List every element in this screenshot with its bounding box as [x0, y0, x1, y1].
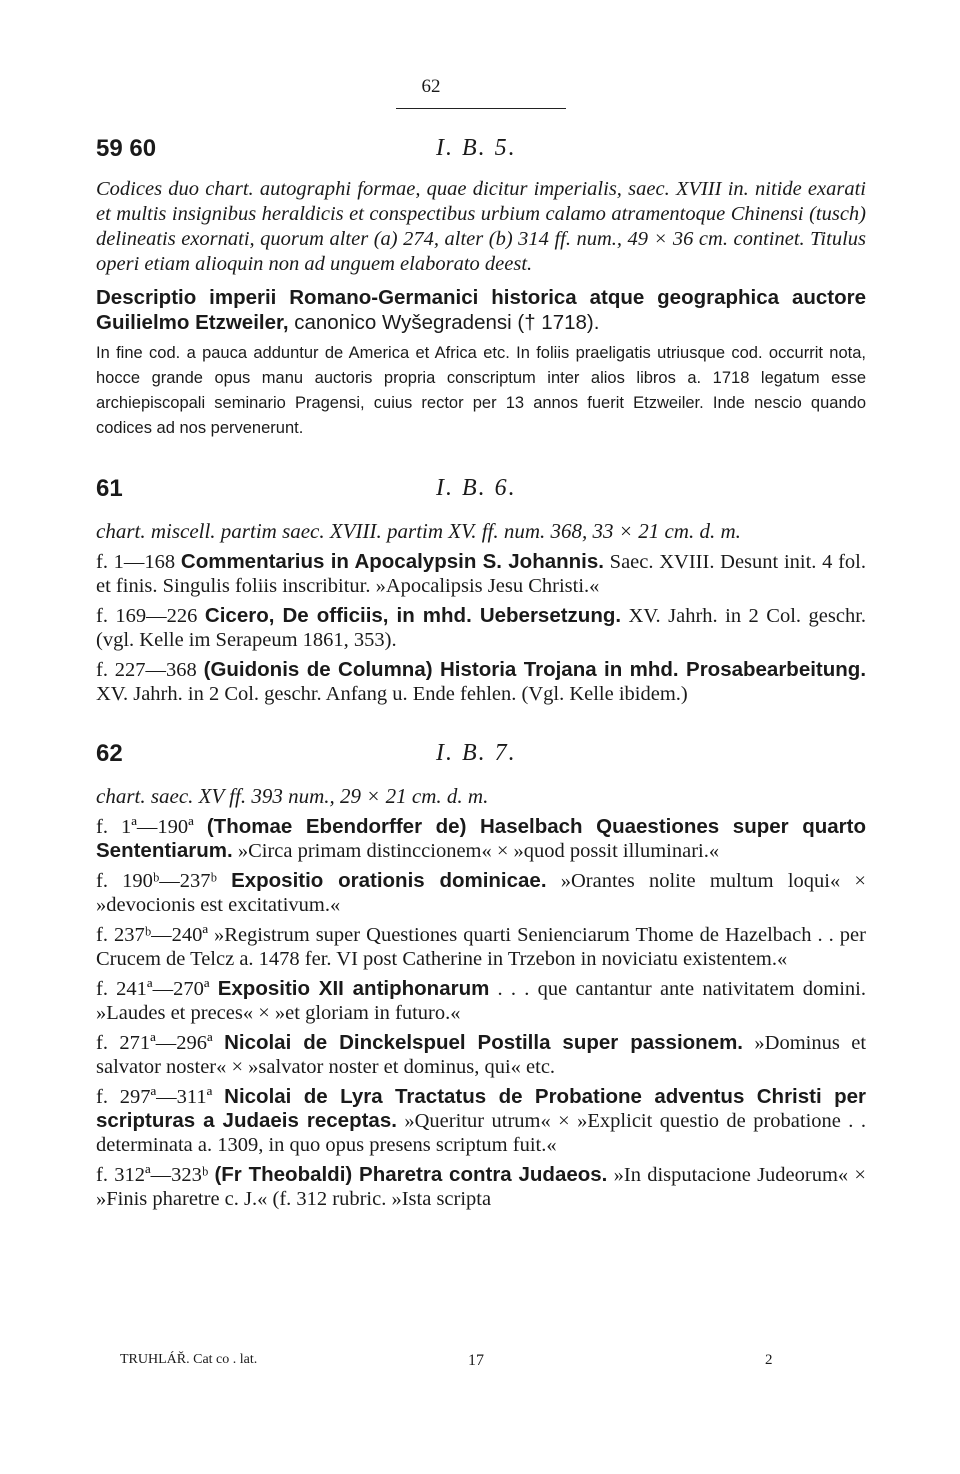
entry-title: Expositio XII antiphonarum — [217, 977, 490, 1000]
content-entry — [96, 604, 866, 652]
entry-title: (Thomae Ebendorffer de) Haselbach Quaestiones super quarto Sententiarum. — [96, 815, 866, 862]
codex-description: Codices duo chart. autographi formae, quae dicitur imperialis, saec. XVIII in. nitide exarati et multis insignibus heraldicis et conspectibus urbium calamo atramentoque Chinensi (tusch) delineatis exornati, quorum alter (a) 274, alter (b) 314 ff. num., 49 × 36 cm. continet. Titulus operi etiam alioquin non ad unguem elaborato deest. — [96, 178, 866, 275]
entry-heading — [96, 475, 866, 509]
entry-title: Commentarius in Apocalypsin S. Johannis. — [180, 550, 604, 573]
folio-range: f. 1—168 — [96, 551, 181, 573]
entry-details: Saec. XVIII. Desunt init. 4 fol. et finis. Singulis foliis inscribitur. »Apocalipsis Jesu Christi.« — [96, 551, 866, 597]
folio-range: f. 297ª—311ª — [96, 1086, 225, 1108]
folio-range: f. 1ª—190ª — [96, 816, 207, 838]
work-title-bold: Descriptio imperii Romano-Germanici historica atque geographica auctore Guilielmo Etzweiler, — [96, 286, 866, 334]
folio-range: f. 190ᵇ—237ᵇ — [96, 870, 232, 892]
shelf-mark: I. B. 6. — [436, 475, 517, 501]
entry-title: (Fr Theobaldi) Pharetra contra Judaeos. — [214, 1163, 608, 1186]
shelf-mark: I. B. 7. — [436, 740, 517, 766]
content-entry — [96, 1163, 866, 1211]
content-entry — [96, 977, 866, 1025]
entry-details: »Orantes nolite multum loqui« × »devocionis est excitativum.« — [96, 870, 866, 916]
codex-description: chart. saec. XV ff. 393 num., 29 × 21 cm. d. m. — [96, 784, 489, 808]
entry-number: 61 — [96, 475, 123, 502]
folio-range: f. 227—368 — [96, 659, 204, 681]
entry-title: (Guidonis de Columna) Historia Trojana in mhd. Prosabearbeitung. — [203, 658, 867, 681]
content-list — [96, 550, 866, 706]
folio-range: f. 237ᵇ—240ª — [96, 924, 215, 946]
folio-range: f. 271ª—296ª — [96, 1032, 225, 1054]
footer-sheet-number: 17 — [468, 1352, 484, 1369]
content-entry — [96, 815, 866, 863]
entry-title: Cicero, De officiis, in mhd. Uebersetzung. — [204, 604, 622, 627]
entry-details: . . . que cantantur ante nativitatem domini. »Laudes et preces« × »et gloriam in futuro.« — [96, 978, 866, 1024]
entry-details: »Dominus et salvator noster« × »salvator noster et dominus, qui« etc. — [96, 1032, 867, 1078]
header-rule — [396, 108, 566, 109]
folio-range: f. 312ª—323ᵇ — [96, 1164, 215, 1186]
entry-details: XV. Jahrh. in 2 Col. geschr. (vgl. Kelle im Serapeum 1861, 353). — [96, 605, 867, 651]
entry-details: »Circa primam distinccionem« × »quod possit illuminari.« — [232, 840, 720, 862]
footer-gathering-number: 2 — [765, 1352, 773, 1368]
codex-note: In fine cod. a pauca adduntur de America et Africa etc. In foliis praeligatis utriusque cod. occurrit nota, hocce grande opus manu auctoris propria conscriptum inter alios libros a. 1718 legatum esse archiepiscopali seminario Pragensi, cuius rector per 13 annos fuerit Etzweiler. Inde nescio quando codices ad nos pervenerunt. — [96, 344, 866, 437]
page-number: 62 — [421, 76, 441, 97]
work-title-rest: canonico Wyšegradensi († 1718). — [288, 311, 600, 334]
entry-title: Nicolai de Dinckelspuel Postilla super passionem. — [224, 1031, 744, 1054]
entry-heading — [96, 135, 866, 169]
catalog-page — [96, 76, 866, 1211]
entry-number: 62 — [96, 740, 123, 767]
folio-range: f. 241ª—270ª — [96, 978, 218, 1000]
page-footer — [0, 1352, 960, 1376]
footer-signature: TRUHLÁŘ. Cat co . lat. — [120, 1352, 258, 1367]
content-entry — [96, 1031, 866, 1079]
content-list — [96, 815, 866, 1211]
entry-heading — [96, 740, 866, 774]
folio-range: f. 169—226 — [96, 605, 205, 627]
entry-details: XV. Jahrh. in 2 Col. geschr. Anfang u. Ende fehlen. (Vgl. Kelle ibidem.) — [96, 683, 688, 705]
content-entry — [96, 869, 866, 917]
entry-details: »In disputacione Judeorum« × »Finis pharetre c. J.« (f. 312 rubric. »Ista scripta — [96, 1164, 866, 1210]
entry-details: »Queritur utrum« × »Explicit questio de probatione . . determinata a. 1309, in quo opus presens scriptum fuit.« — [96, 1110, 866, 1156]
content-entry — [96, 658, 866, 706]
shelf-mark: I. B. 5. — [436, 135, 517, 161]
work-title — [96, 285, 866, 335]
content-entry — [96, 923, 866, 971]
entry-number: 59 60 — [96, 135, 157, 162]
entry-title: Nicolai de Lyra Tractatus de Probatione adventus Christi per scripturas a Judaeis receptas. — [96, 1085, 866, 1132]
codex-description: chart. miscell. partim saec. XVIII. partim XV. ff. num. 368, 33 × 21 cm. d. m. — [96, 519, 741, 543]
entry-title: Expositio orationis dominicae. — [231, 869, 547, 892]
entry-details: »Registrum super Questiones quarti Senienciarum Thome de Hazelbach . . per Crucem de Telcz a. 1478 fer. VI post Catherine in Trzebon in noviciatu existentem.« — [96, 924, 866, 970]
content-entry — [96, 1085, 866, 1157]
content-entry — [96, 550, 866, 598]
